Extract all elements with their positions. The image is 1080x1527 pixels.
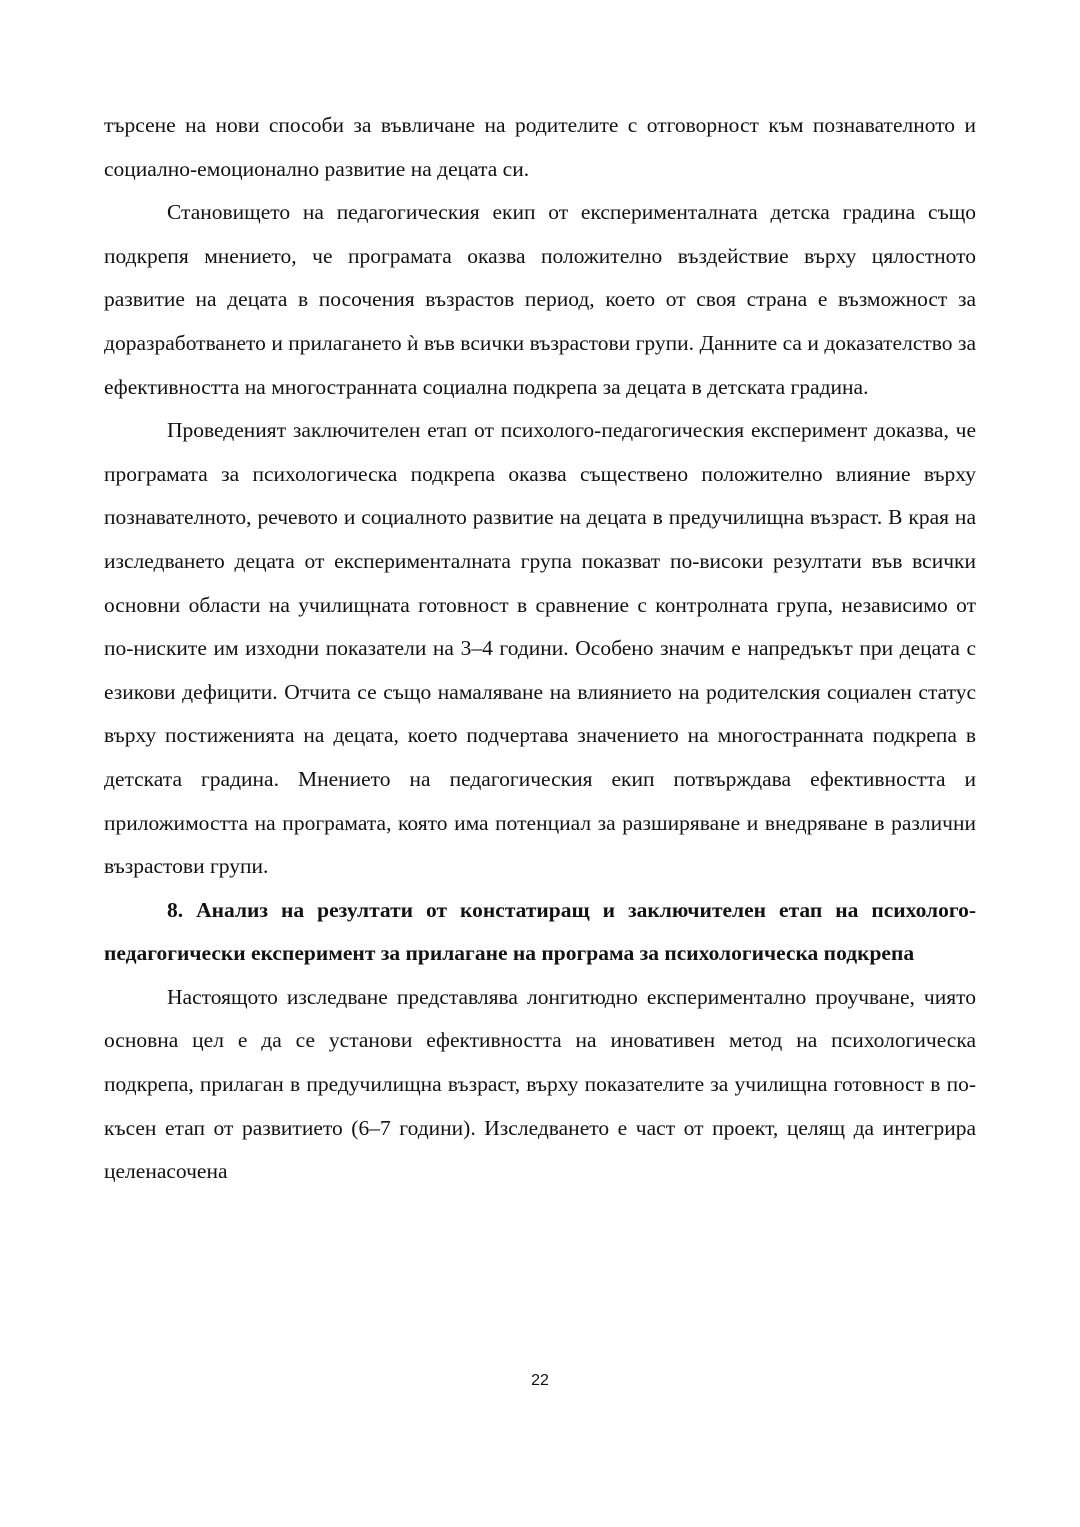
paragraph-final-stage: Проведеният заключителен етап от психолого-педагогическия експеримент доказва, че програмата за психологическа подкрепа оказва съществено положително влияние върху познавателното, речевото и социалното развитие на децата в предучилищна възраст. В края на изследването децата от експерименталната група показват по-високи резултати във всички основни области на училищната готовност в сравнение с контролната група, независимо от по-ниските им изходни показатели на 3–4 години. Особено значим е напредъкът при децата с езикови дефицити. Отчита се също намаляване на влиянието на родителския социален статус върху постиженията на децата, което подчертава значението на многостранната подкрепа в детската градина. Мнението на педагогическия екип потвърждава ефективността и приложимостта на програмата, която има потенциал за разширяване и внедряване в различни възрастови групи.: [104, 418, 976, 879]
paragraph-study-intro: Настоящото изследване представлява лонгитюдно експериментално проучване, чиято основна цел е да се установи ефективността на иновативен метод на психологическа подкрепа, прилаган в предучилищна възраст, върху показателите за училищна готовност в по-късен етап от развитието (6–7 години). Изследването е част от проект, целящ да интегрира целенасочена: [104, 984, 976, 1184]
section-heading: 8. Анализ на резултати от констатиращ и заключителен етап на психолого-педагогически експеримент за прилагане на програма за психологическа подкрепа: [104, 897, 976, 966]
page-number: 22: [531, 1372, 549, 1389]
paragraph-team-opinion: Становището на педагогическия екип от експерименталната детска градина също подкрепя мнението, че програмата оказва положително въздействие върху цялостното развитие на децата в посочения възрастов период, което от своя страна е възможност за доразработването и прилагането ѝ във всички възрастови групи. Данните са и доказателство за ефективността на многостранната социална подкрепа за децата в детската градина.: [104, 200, 976, 399]
body-text: [104, 104, 976, 1194]
paragraph-continuation: търсене на нови способи за въвличане на родителите с отговорност към познавателното и социално-емоционално развитие на децата си.: [104, 113, 976, 181]
